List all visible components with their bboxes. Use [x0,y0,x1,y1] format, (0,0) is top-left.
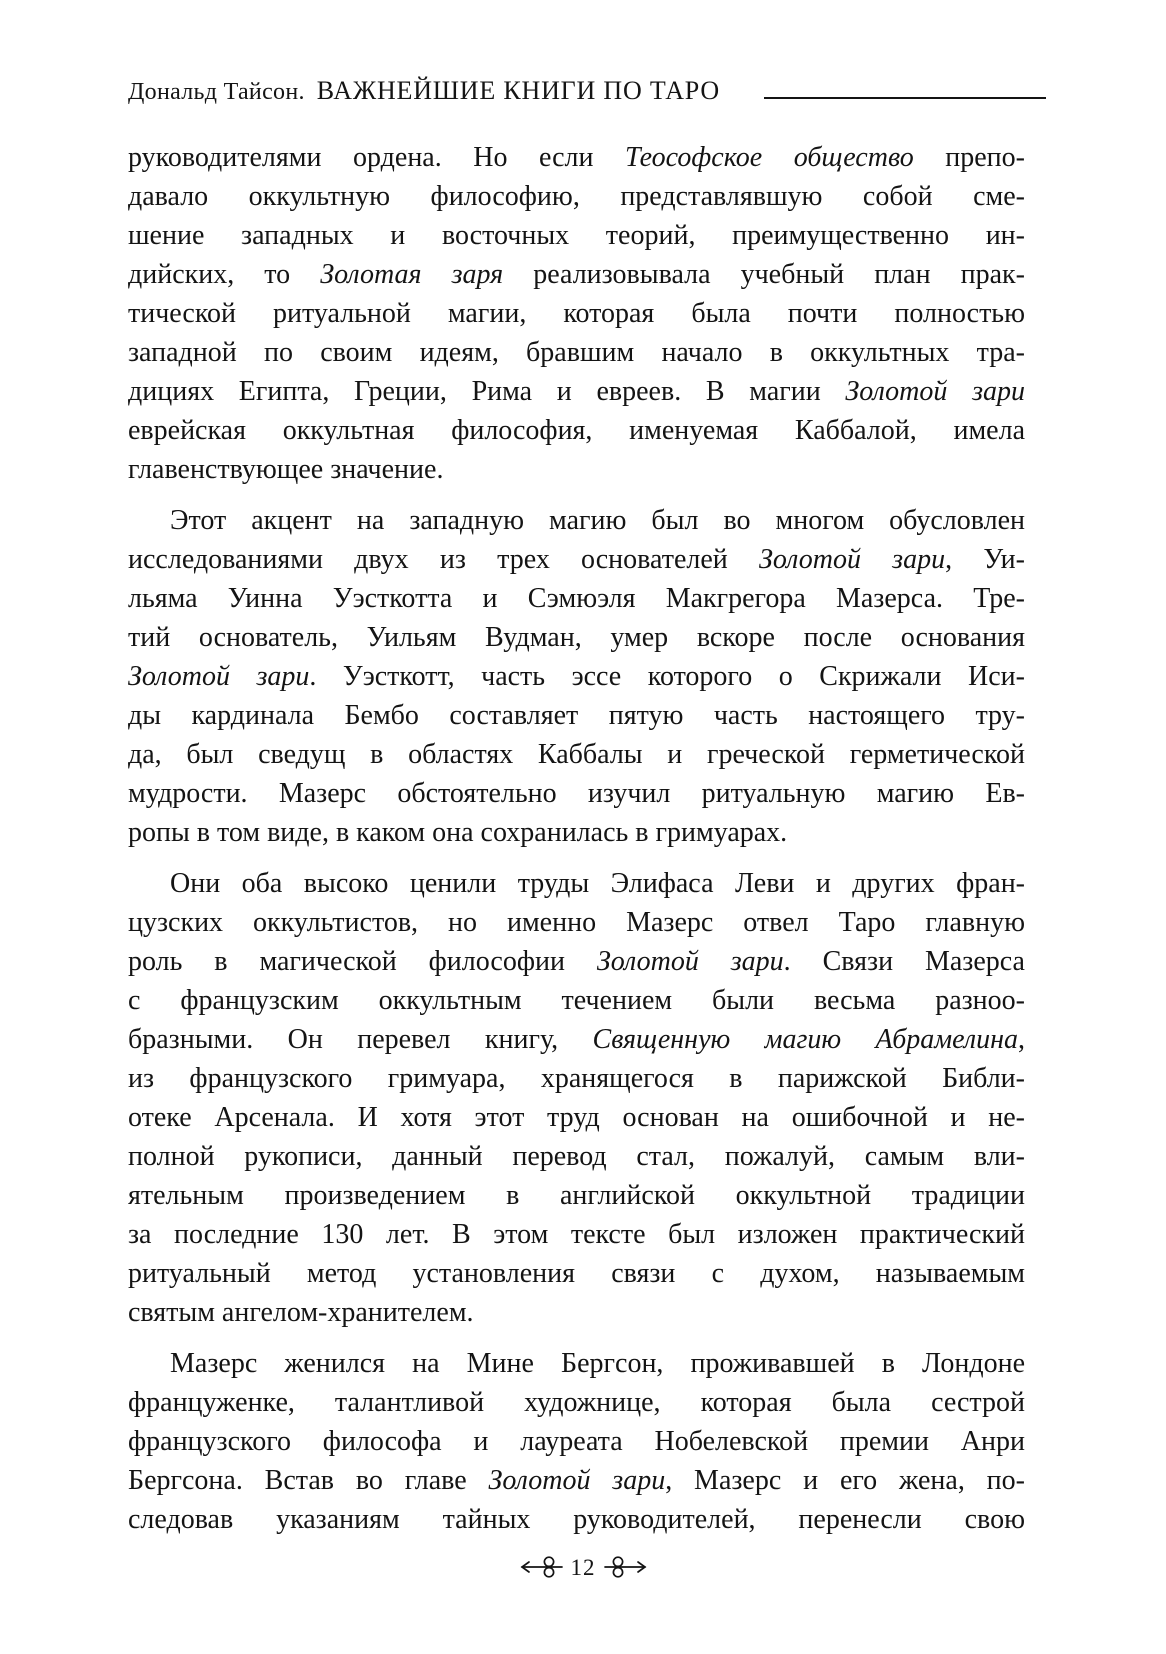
text-run: главенствующее значение. [128,454,444,485]
text-line [128,138,1025,177]
text-line [128,1293,1025,1332]
text-line [128,774,1025,813]
text-line [128,1020,1025,1059]
text-run: полной рукописи, данный перевод стал, пожалуй, самым вли- [128,1141,1025,1172]
text-line [128,1383,1025,1422]
text-run: с французским оккультным течением были весьма разноо- [128,985,1025,1016]
text-line [128,333,1025,372]
text-run: святым ангелом-хранителем. [128,1297,474,1328]
text-run: ропы в том виде, в каком она сохранилась в гримуарах. [128,817,788,848]
text-line [128,618,1025,657]
italic-text-run: Золотая заря [320,259,504,290]
page-header [128,76,1046,106]
text-run: бразными. Он перевел книгу, [128,1024,593,1055]
body-text [128,138,1025,1539]
text-run: ды кардинала Бембо составляет пятую часть настоящего тру- [128,700,1025,731]
text-line [128,903,1025,942]
text-line [128,1098,1025,1137]
text-line [128,1137,1025,1176]
text-line [128,1344,1025,1383]
text-run: Они оба высоко ценили труды Элифаса Леви и других фран- [170,868,1025,899]
text-run: , Уи- [945,544,1025,575]
text-run: отеке Арсенала. И хотя этот труд основан на ошибочной и не- [128,1102,1025,1133]
text-line [128,450,1025,489]
text-run: еврейская оккультная философия, именуемая Каббалой, имела [128,415,1025,446]
text-run: из французского гримуара, хранящегося в парижской Библи- [128,1063,1025,1094]
text-run: французского философа и лауреата Нобелевской премии Анри [128,1426,1025,1457]
paragraph [128,864,1025,1332]
text-line [128,696,1025,735]
text-run: роль в магической философии [128,946,597,977]
text-run: реализовывала учебный план прак- [503,259,1025,290]
text-line [128,579,1025,618]
italic-text-run: Золотой зари [596,946,784,977]
text-run: исследованиями двух из трех основателей [128,544,759,575]
text-line [128,657,1025,696]
italic-text-run: Золотой зари [759,544,946,575]
text-run: давало оккультную философию, представлявшую собой сме- [128,181,1025,212]
text-line [128,864,1025,903]
text-run: тий основатель, Уильям Вудман, умер вскоре после основания [128,622,1025,653]
text-line [128,501,1025,540]
page-number: 12 [570,1554,596,1580]
text-run: за последние 130 лет. В этом тексте был изложен практический [128,1219,1025,1250]
italic-text-run: Священную магию Абрамелина [592,1024,1019,1055]
fleuron-left-icon [520,1555,564,1579]
text-run: Мазерс женился на Мине Бергсон, проживавшей в Лондоне [170,1348,1025,1379]
running-head-title: ВАЖНЕЙШИЕ КНИГИ ПО ТАРО [316,76,720,105]
text-run: , [1018,1024,1026,1055]
text-run: шение западных и восточных теорий, преимущественно ин- [128,220,1025,251]
italic-text-run: Золотой зари [128,661,310,692]
text-line [128,372,1025,411]
text-line [128,540,1025,579]
text-run: препо- [913,142,1025,173]
text-line [128,177,1025,216]
text-line [128,942,1025,981]
text-run: , Мазерс и его жена, по- [665,1465,1025,1496]
text-run: француженке, талантливой художнице, которая была сестрой [128,1387,1025,1418]
text-run: льяма Уинна Уэсткотта и Сэмюэля Макгрегора Мазерса. Тре- [128,583,1025,614]
text-line [128,1254,1025,1293]
text-run: Бергсона. Встав во главе [128,1465,489,1496]
text-run: западной по своим идеям, бравшим начало в оккультных тра- [128,337,1025,368]
text-line [128,255,1025,294]
text-line [128,981,1025,1020]
text-run: следовав указаниям тайных руководителей, перенесли свою [128,1504,1025,1535]
text-run: тической ритуальной магии, которая была почти полностью [128,298,1025,329]
text-run: мудрости. Мазерс обстоятельно изучил ритуальную магию Ев- [128,778,1025,809]
text-run: руководителями ордена. Но если [128,142,626,173]
text-run: цузских оккультистов, но именно Мазерс отвел Таро главную [128,907,1025,938]
paragraph [128,501,1025,852]
italic-text-run: Золотой зари [845,376,1025,407]
text-line [128,1461,1025,1500]
italic-text-run: Золотой зари [488,1465,666,1496]
text-line [128,216,1025,255]
text-run: да, был сведущ в областях Каббалы и греческой герметической [128,739,1025,770]
text-line [128,1059,1025,1098]
text-run: . Уэсткотт, часть эссе которого о Скрижали Иси- [309,661,1025,692]
text-run: дийских, то [128,259,321,290]
italic-text-run: Теософское общество [625,142,914,173]
text-line [128,294,1025,333]
page-footer [0,1550,1166,1584]
fleuron-right-icon [603,1555,647,1579]
paragraph [128,1344,1025,1539]
text-line [128,735,1025,774]
text-line [128,813,1025,852]
text-line [128,1215,1025,1254]
paragraph [128,138,1025,489]
text-line [128,1176,1025,1215]
text-run: Этот акцент на западную магию был во многом обусловлен [170,505,1025,536]
text-run: . Связи Мазерса [783,946,1025,977]
running-head-author: Дональд Тайсон. [128,79,305,105]
text-run: ритуальный метод установления связи с духом, называемым [128,1258,1025,1289]
text-line [128,411,1025,450]
text-line [128,1500,1025,1539]
header-rule [764,97,1046,99]
text-line [128,1422,1025,1461]
text-run: ятельным произведением в английской оккультной традиции [128,1180,1025,1211]
text-run: дициях Египта, Греции, Рима и евреев. В магии [128,376,846,407]
